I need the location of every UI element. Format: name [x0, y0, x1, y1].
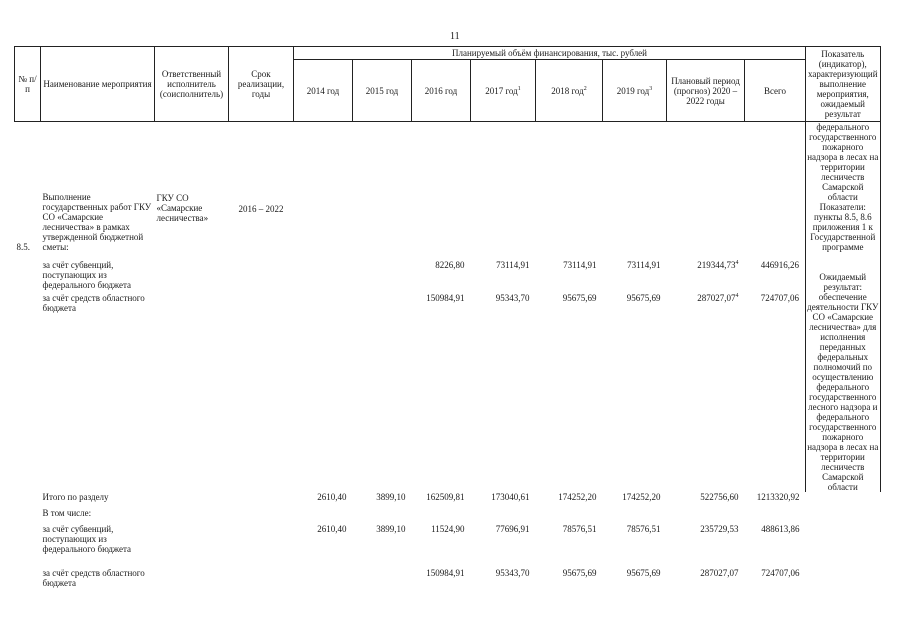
cell-value: 3899,10 [376, 524, 406, 534]
cell-value: 287027,07$^4$ [697, 293, 739, 304]
header-period: Срок реализации, годы [229, 47, 294, 122]
table-row [15, 492, 881, 508]
cell-value: 522756,60 [700, 492, 739, 502]
cell-value: 8226,80 [435, 260, 465, 270]
cell-value: 173040,61 [491, 492, 530, 502]
cell-value: 724707,06 [760, 293, 799, 304]
row-sum-label: Итого по разделу [42, 492, 109, 502]
cell-value: 3899,10 [376, 492, 406, 502]
cell-value: 150984,91 [426, 568, 465, 578]
item-name: Выполнение государственных работ ГКУ СО «Самарские лесничества» в рамках утвержденной бюджетной сметы: [42, 192, 152, 252]
table-row [15, 508, 881, 524]
footnote-mark: 4 [735, 260, 739, 266]
cell-value: 78576,51 [562, 524, 597, 534]
cell-value: 2610,40 [317, 492, 347, 502]
cell-value: 95343,70 [495, 568, 530, 578]
cell-value [294, 568, 353, 592]
row-incl-label: В том числе: [42, 508, 92, 518]
cell-value: 150984,91 [426, 293, 465, 304]
cell-value: 95343,70 [495, 293, 530, 304]
cell-value: 1213320,92 [756, 492, 800, 502]
indicator-top: федерального государственного пожарного надзора в лесах на территории лесничеств Самарской области Показатели: пункты 8.5, 8.6 приложения 1 к Государственной программе [807, 122, 879, 252]
cell-value: 78576,51 [626, 524, 661, 534]
cell-value: 219344,73$^4$ [697, 260, 739, 270]
cell-value: 235729,53 [700, 524, 739, 534]
cell-value: 287027,07 [700, 568, 739, 578]
header-2019: 2019 год$^3$ [603, 60, 667, 122]
footnote-mark: 3 [649, 85, 653, 92]
cell-value: 95675,69 [562, 293, 597, 304]
footnote-mark: 1 [517, 85, 521, 92]
cell-value: 162509,81 [426, 492, 465, 502]
item-num: 8.5. [16, 242, 30, 252]
footnote-mark: 4 [735, 293, 739, 300]
header-2016: 2016 год [412, 60, 471, 122]
header-total: Всего [745, 60, 806, 122]
table-row [15, 293, 881, 492]
funding-table [14, 46, 881, 592]
cell-value: 95675,69 [562, 568, 597, 578]
row-sum-fed-label: за счёт субвенций, поступающих из федерального бюджета [42, 524, 132, 554]
cell-value: 446916,26 [760, 260, 799, 270]
item-responsible: ГКУ СО «Самарские лесничества» [156, 193, 209, 223]
cell-value: 11524,90 [431, 524, 465, 534]
cell-value [353, 293, 412, 492]
item-period: 2016 – 2022 [238, 204, 284, 214]
cell-value: 73114,91 [627, 260, 661, 270]
cell-value [353, 568, 412, 592]
cell-value: 95675,69 [626, 568, 661, 578]
cell-value: 488613,86 [761, 524, 800, 534]
header-plan-period: Плановый период (прогноз) 2020 – 2022 годы [667, 60, 745, 122]
cell-value [353, 252, 412, 293]
cell-value: 2610,40 [317, 524, 347, 534]
table-row [15, 252, 881, 293]
header-responsible: Ответственный исполнитель (соисполнитель) [155, 47, 229, 122]
cell-value [294, 252, 353, 293]
row-sum-reg-label: за счёт средств областного бюджета [42, 568, 145, 588]
row-reg-label: за счёт средств областного бюджета [42, 293, 145, 314]
footnote-mark: 2 [583, 85, 587, 92]
header-2015: 2015 год [353, 60, 412, 122]
cell-value: 724707,06 [761, 568, 800, 578]
header-indicator: Показатель (индикатор), характеризующий выполнение мероприятия, ожидаемый результат [806, 47, 881, 122]
cell-value: 73114,91 [563, 260, 597, 270]
page-number: 11 [450, 31, 460, 42]
header-name: Наименование мероприятия [41, 47, 155, 122]
cell-value: 174252,20 [558, 492, 597, 502]
header-2014: 2014 год [294, 60, 353, 122]
cell-value: 73114,91 [496, 260, 530, 270]
header-2018: 2018 год$^2$ [536, 60, 603, 122]
cell-value: 77696,91 [495, 524, 530, 534]
header-num: № п/п [15, 47, 41, 122]
table-row [15, 524, 881, 568]
header-planned-group: Планируемый объём финансирования, тыс. рублей [294, 47, 806, 60]
cell-value: 95675,69 [626, 293, 661, 304]
row-fed-label: за счёт субвенций, поступающих из федерального бюджета [42, 260, 132, 290]
header-2017: 2017 год$^1$ [471, 60, 536, 122]
cell-value [294, 293, 353, 492]
table-row [15, 568, 881, 592]
cell-value: 174252,20 [622, 492, 661, 502]
indicator-bottom: Ожидаемый результат: обеспечение деятельности ГКУ СО «Самарские лесничества» для исполнения переданных федеральных полномочий по осуществлению федерального государственного лесного надзора и федерального государственного пожарного надзора в лесах на территории лесничеств Самарской области [806, 252, 881, 492]
